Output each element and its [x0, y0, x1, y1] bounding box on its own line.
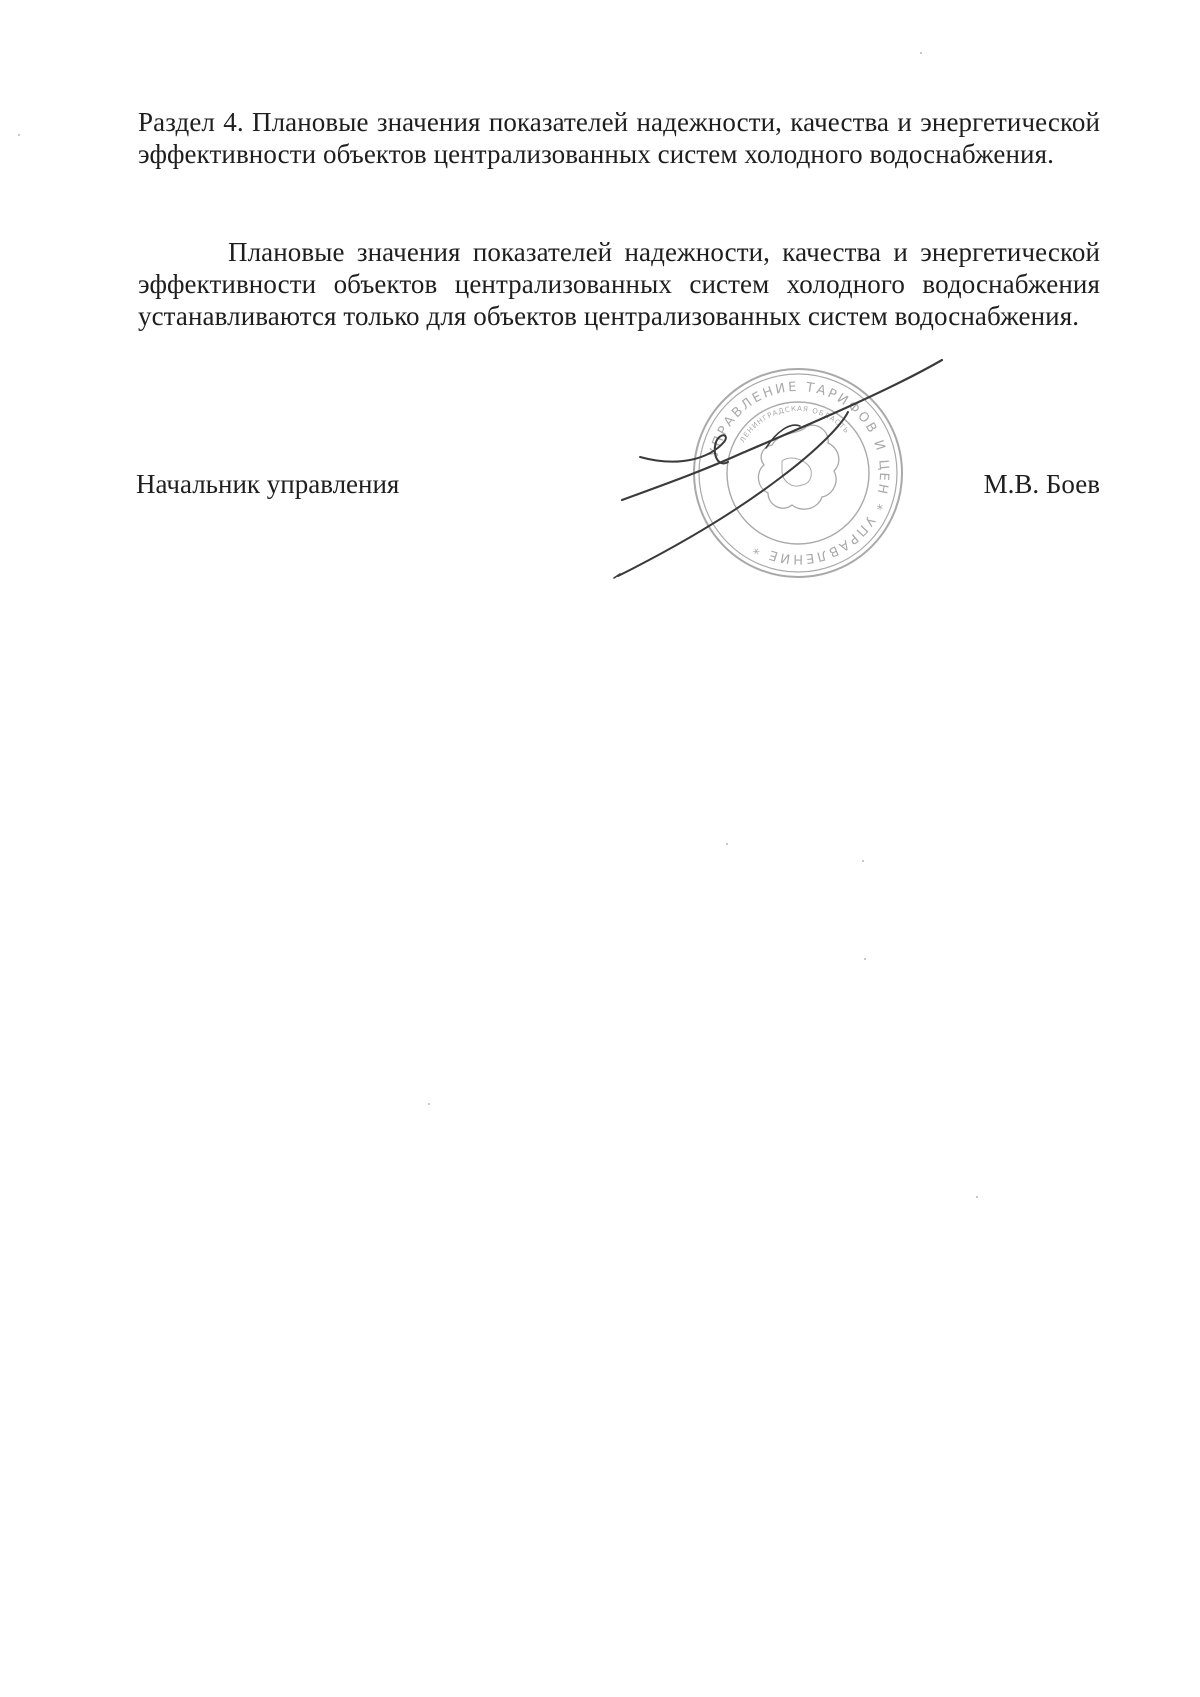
scan-speck [976, 1196, 978, 1198]
scan-speck [428, 1103, 430, 1105]
signatory-position: Начальник управления [136, 469, 400, 499]
scan-speck [920, 52, 922, 54]
scan-speck [862, 860, 864, 862]
signatory-name: М.В. Боев [983, 469, 1100, 499]
scan-speck [18, 134, 20, 136]
signature-icon [600, 350, 1040, 590]
seal-outer-text: УПРАВЛЕНИЕ ТАРИФОВ И ЦЕН * УПРАВЛЕНИЕ * [706, 379, 892, 567]
seal-inner-text: ЛЕНИНГРАДСКАЯ ОБЛАСТЬ [738, 404, 851, 445]
scan-speck [726, 843, 728, 845]
section-heading: Раздел 4. Плановые значения показателей надежности, качества и энергетической эффективности объектов централизованных систем холодного водоснабжения. [138, 107, 1100, 169]
body-paragraph: Плановые значения показателей надежности, качества и энергетической эффективности объектов централизованных систем холодного водоснабжения устанавливаются только для объектов централизованных систем водоснабжения. [138, 237, 1100, 331]
scan-speck [864, 958, 866, 960]
